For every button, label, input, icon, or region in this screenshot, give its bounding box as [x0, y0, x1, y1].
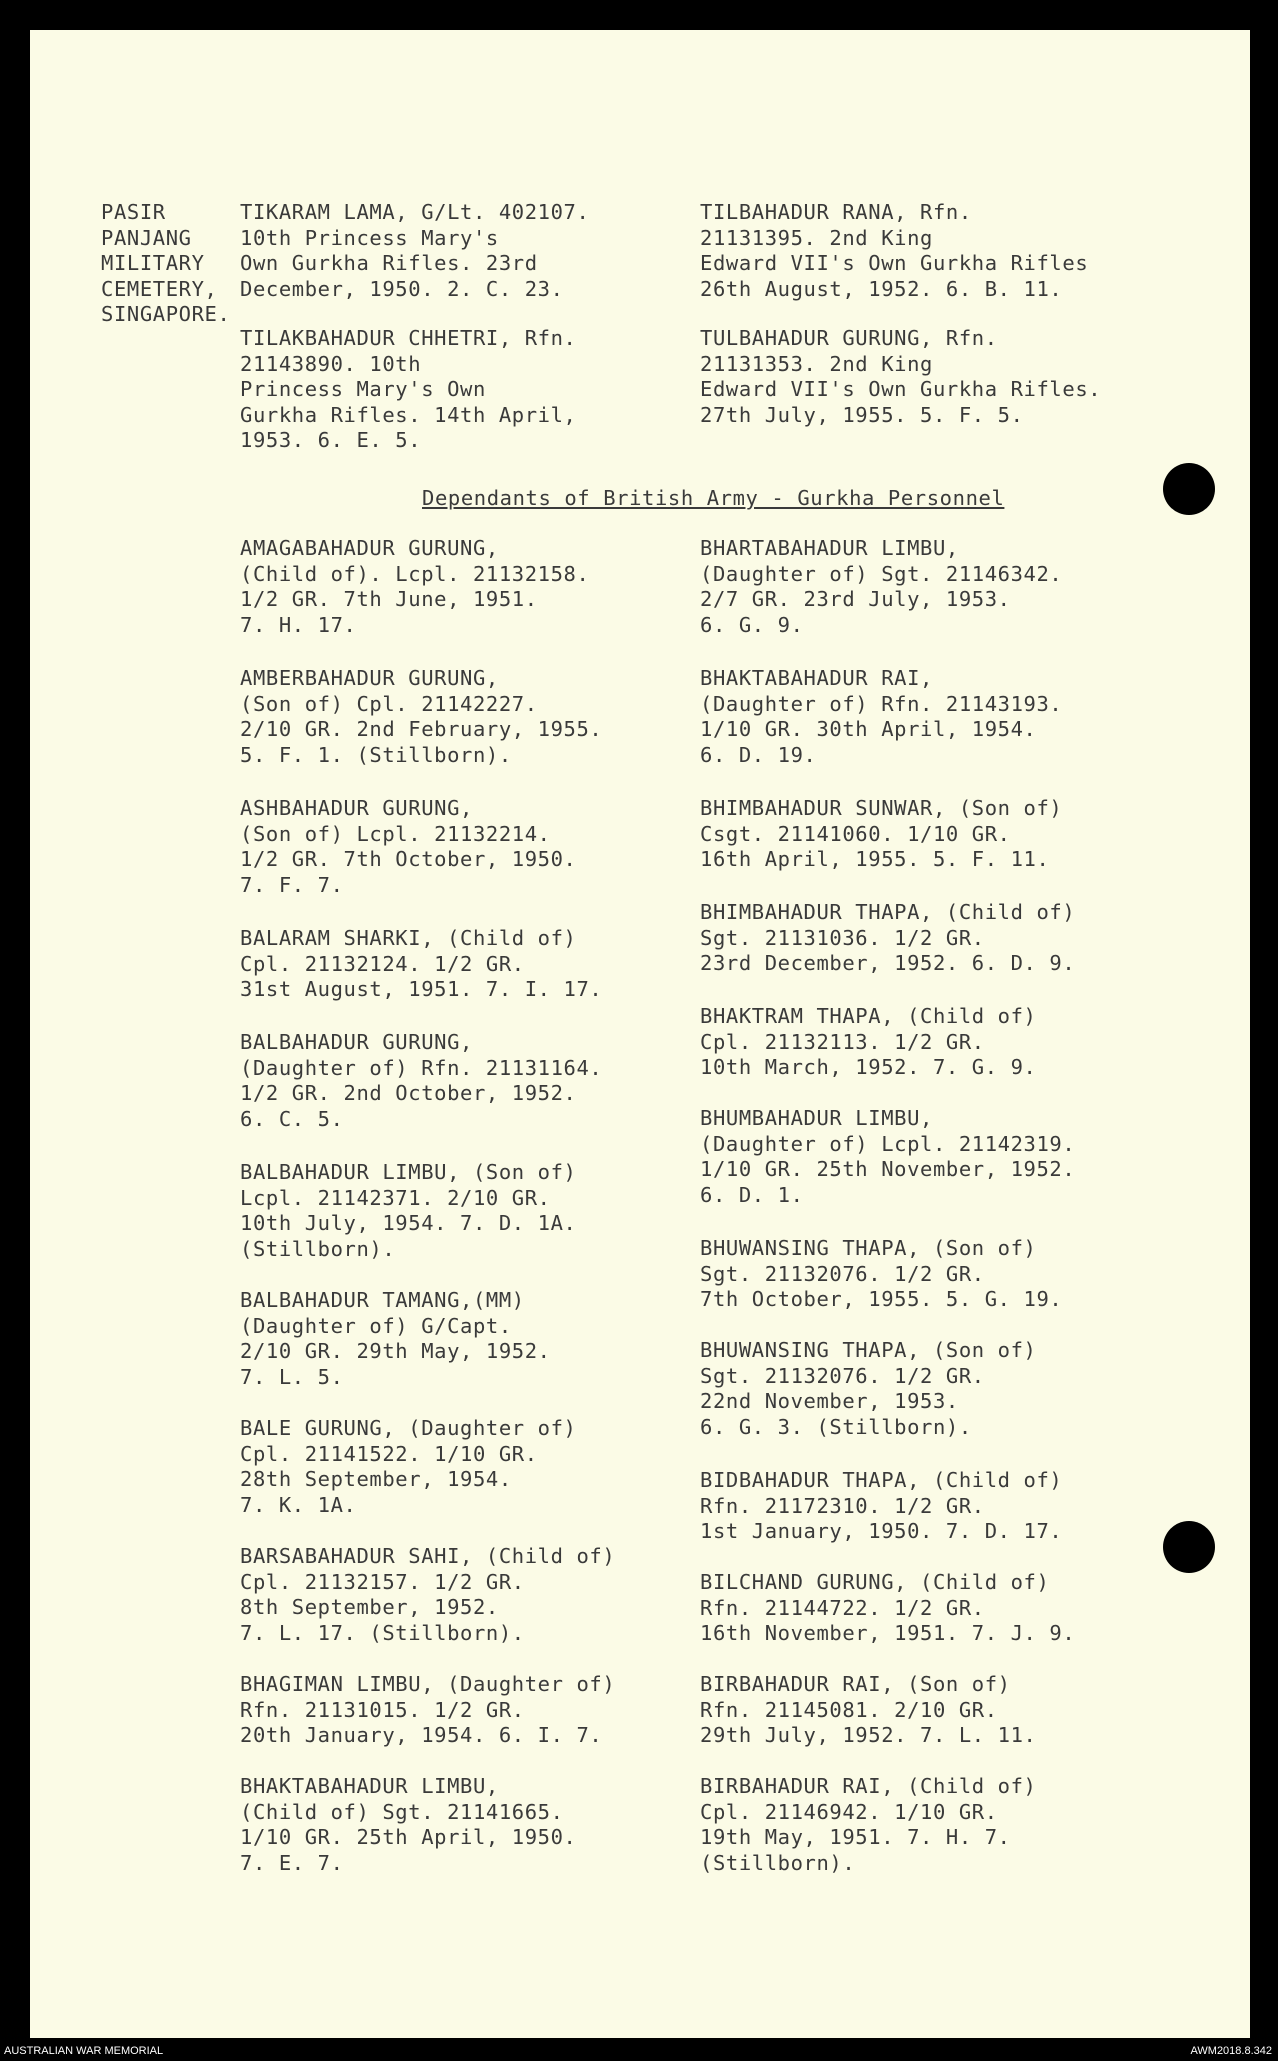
entry-line: (Son of) Cpl. 21142227.: [240, 691, 538, 716]
entry-line: Gurkha Rifles. 14th April,: [240, 402, 577, 427]
burial-entry: [700, 1774, 1037, 1876]
burial-entry: [700, 1338, 1037, 1440]
entry-line: 1/2 GR. 2nd October, 1952.: [240, 1081, 577, 1106]
entry-line: 20th January, 1954. 6. I. 7.: [240, 1723, 603, 1748]
burial-entry: [700, 666, 1062, 768]
burial-entry: [700, 200, 1088, 302]
entry-line: 1/2 GR. 7th June, 1951.: [240, 587, 538, 612]
entry-line: BHAGIMAN LIMBU, (Daughter of): [240, 1672, 616, 1696]
entry-line: (Daughter of) Sgt. 21146342.: [700, 561, 1063, 586]
entry-line: December, 1950. 2. C. 23.: [240, 276, 564, 301]
entry-line: PASIR: [101, 200, 166, 224]
entry-line: TILBAHADUR RANA, Rfn.: [700, 200, 972, 224]
entry-line: 2/7 GR. 23rd July, 1953.: [700, 587, 1011, 612]
cemetery-label: [101, 200, 230, 328]
entry-line: 10th July, 1954. 7. D. 1A.: [240, 1211, 577, 1236]
burial-entry: [700, 1672, 1037, 1749]
entry-line: 8th September, 1952.: [240, 1595, 499, 1620]
entry-line: BHAKTRAM THAPA, (Child of): [700, 1004, 1037, 1028]
entry-line: 1/10 GR. 25th November, 1952.: [700, 1157, 1076, 1182]
entry-line: (Daughter of) Lcpl. 21142319.: [700, 1131, 1076, 1156]
entry-line: 1/10 GR. 30th April, 1954.: [700, 717, 1037, 742]
entry-line: BHARTABAHADUR LIMBU,: [700, 536, 959, 560]
entry-line: 5. F. 1. (Stillborn).: [240, 742, 512, 767]
entry-line: (Child of) Sgt. 21141665.: [240, 1799, 564, 1824]
entry-line: 23rd December, 1952. 6. D. 9.: [700, 951, 1076, 976]
entry-line: 29th July, 1952. 7. L. 11.: [700, 1723, 1037, 1748]
entry-line: BHIMBAHADUR THAPA, (Child of): [700, 900, 1076, 924]
entry-line: (Daughter of) Rfn. 21131164.: [240, 1055, 603, 1080]
entry-line: BALE GURUNG, (Daughter of): [240, 1416, 577, 1440]
entry-line: 2/10 GR. 29th May, 1952.: [240, 1339, 551, 1364]
entry-line: BHUWANSING THAPA, (Son of): [700, 1338, 1037, 1362]
punch-hole-top: [1163, 463, 1215, 515]
entry-line: 16th April, 1955. 5. F. 11.: [700, 847, 1050, 872]
entry-line: BARSABAHADUR SAHI, (Child of): [240, 1544, 616, 1568]
entry-line: 21131353. 2nd King: [700, 351, 933, 376]
burial-entry: [240, 926, 602, 1003]
entry-line: Rfn. 21172310. 1/2 GR.: [700, 1493, 985, 1518]
entry-line: Rfn. 21145081. 2/10 GR.: [700, 1697, 998, 1722]
burial-entry: [240, 1288, 551, 1390]
burial-entry: [240, 1544, 615, 1646]
entry-line: BALBAHADUR TAMANG,(MM): [240, 1288, 525, 1312]
burial-entry: [240, 1160, 577, 1262]
entry-line: 26th August, 1952. 6. B. 11.: [700, 276, 1063, 301]
entry-line: 16th November, 1951. 7. J. 9.: [700, 1621, 1076, 1646]
entry-line: 1/10 GR. 25th April, 1950.: [240, 1825, 577, 1850]
entry-line: 10th March, 1952. 7. G. 9.: [700, 1055, 1037, 1080]
entry-line: 6. G. 9.: [700, 612, 804, 637]
burial-entry: [240, 326, 577, 454]
burial-entry: [700, 1004, 1037, 1081]
entry-line: Csgt. 21141060. 1/10 GR.: [700, 821, 1011, 846]
entry-line: BIDBAHADUR THAPA, (Child of): [700, 1468, 1063, 1492]
entry-line: TIKARAM LAMA, G/Lt. 402107.: [240, 200, 590, 224]
entry-line: BHUMBAHADUR LIMBU,: [700, 1106, 933, 1130]
burial-entry: [700, 1236, 1062, 1313]
entry-line: Edward VII's Own Gurkha Rifles: [700, 251, 1089, 276]
entry-line: 2/10 GR. 2nd February, 1955.: [240, 717, 603, 742]
burial-entry: [700, 536, 1062, 638]
entry-line: Sgt. 21132076. 1/2 GR.: [700, 1363, 985, 1388]
burial-entry: [700, 1106, 1075, 1208]
entry-line: (Daughter of) Rfn. 21143193.: [700, 691, 1063, 716]
burial-entry: [240, 200, 589, 302]
entry-line: BHIMBAHADUR SUNWAR, (Son of): [700, 796, 1063, 820]
section-heading: Dependants of British Army - Gurkha Personnel: [422, 486, 1005, 510]
entry-line: BIRBAHADUR RAI, (Son of): [700, 1672, 1011, 1696]
entry-line: Edward VII's Own Gurkha Rifles.: [700, 377, 1102, 402]
burial-entry: [700, 1468, 1062, 1545]
entry-line: Rfn. 21144722. 1/2 GR.: [700, 1595, 985, 1620]
entry-line: Cpl. 21132113. 1/2 GR.: [700, 1029, 985, 1054]
entry-line: TILAKBAHADUR CHHETRI, Rfn.: [240, 326, 577, 350]
entry-line: BHAKTABAHADUR RAI,: [700, 666, 933, 690]
entry-line: Cpl. 21132157. 1/2 GR.: [240, 1569, 525, 1594]
burial-entry: [700, 796, 1062, 873]
entry-line: Lcpl. 21142371. 2/10 GR.: [240, 1185, 551, 1210]
entry-line: BIRBAHADUR RAI, (Child of): [700, 1774, 1037, 1798]
entry-line: BHUWANSING THAPA, (Son of): [700, 1236, 1037, 1260]
entry-line: Cpl. 21146942. 1/10 GR.: [700, 1799, 998, 1824]
entry-line: 6. G. 3. (Stillborn).: [700, 1414, 972, 1439]
burial-entry: [240, 796, 577, 898]
burial-entry: [700, 1570, 1075, 1647]
burial-entry: [240, 1030, 602, 1132]
entry-line: 6. D. 19.: [700, 742, 817, 767]
entry-line: TULBAHADUR GURUNG, Rfn.: [700, 326, 998, 350]
entry-line: BALARAM SHARKI, (Child of): [240, 926, 577, 950]
entry-line: Sgt. 21132076. 1/2 GR.: [700, 1261, 985, 1286]
document-page: [30, 30, 1250, 2038]
archive-footer: [0, 2041, 1278, 2061]
entry-line: BILCHAND GURUNG, (Child of): [700, 1570, 1050, 1594]
entry-line: Sgt. 21131036. 1/2 GR.: [700, 925, 985, 950]
entry-line: 27th July, 1955. 5. F. 5.: [700, 402, 1024, 427]
entry-line: 7. E. 7.: [240, 1850, 344, 1875]
entry-line: AMBERBAHADUR GURUNG,: [240, 666, 499, 690]
entry-line: CEMETERY,: [101, 276, 218, 301]
entry-line: Own Gurkha Rifles. 23rd: [240, 251, 538, 276]
entry-line: 28th September, 1954.: [240, 1467, 512, 1492]
burial-entry: [240, 536, 589, 638]
burial-entry: [240, 1774, 577, 1876]
entry-line: 19th May, 1951. 7. H. 7.: [700, 1825, 1011, 1850]
entry-line: 6. D. 1.: [700, 1182, 804, 1207]
entry-line: (Child of). Lcpl. 21132158.: [240, 561, 590, 586]
entry-line: 31st August, 1951. 7. I. 17.: [240, 977, 603, 1002]
burial-entry: [240, 1672, 615, 1749]
entry-line: Cpl. 21141522. 1/10 GR.: [240, 1441, 538, 1466]
entry-line: 7. L. 17. (Stillborn).: [240, 1620, 525, 1645]
entry-line: 1953. 6. E. 5.: [240, 428, 422, 453]
footer-source: AUSTRALIAN WAR MEMORIAL: [4, 2045, 164, 2057]
entry-line: 22nd November, 1953.: [700, 1389, 959, 1414]
entry-line: BALBAHADUR LIMBU, (Son of): [240, 1160, 577, 1184]
burial-entry: [700, 326, 1101, 428]
entry-line: Rfn. 21131015. 1/2 GR.: [240, 1697, 525, 1722]
entry-line: 7. F. 7.: [240, 872, 344, 897]
punch-hole-bottom: [1163, 1521, 1215, 1573]
burial-entry: [240, 1416, 577, 1518]
entry-line: 7th October, 1955. 5. G. 19.: [700, 1287, 1063, 1312]
entry-line: 1/2 GR. 7th October, 1950.: [240, 847, 577, 872]
entry-line: 21143890. 10th: [240, 351, 422, 376]
burial-entry: [700, 900, 1075, 977]
entry-line: BHAKTABAHADUR LIMBU,: [240, 1774, 499, 1798]
entry-line: 7. H. 17.: [240, 612, 357, 637]
entry-line: ASHBAHADUR GURUNG,: [240, 796, 473, 820]
entry-line: (Son of) Lcpl. 21132214.: [240, 821, 551, 846]
burial-entry: [240, 666, 602, 768]
entry-line: (Stillborn).: [240, 1236, 396, 1261]
entry-line: Cpl. 21132124. 1/2 GR.: [240, 951, 525, 976]
entry-line: 10th Princess Mary's: [240, 225, 499, 250]
entry-line: MILITARY: [101, 251, 205, 276]
entry-line: 21131395. 2nd King: [700, 225, 933, 250]
entry-line: 7. L. 5.: [240, 1364, 344, 1389]
entry-line: (Stillborn).: [700, 1850, 856, 1875]
entry-line: SINGAPORE.: [101, 302, 231, 327]
entry-line: 6. C. 5.: [240, 1106, 344, 1131]
entry-line: (Daughter of) G/Capt.: [240, 1313, 512, 1338]
entry-line: Princess Mary's Own: [240, 377, 486, 402]
entry-line: PANJANG: [101, 225, 192, 250]
footer-reference: AWM2018.8.342: [1190, 2045, 1272, 2057]
entry-line: BALBAHADUR GURUNG,: [240, 1030, 473, 1054]
entry-line: 7. K. 1A.: [240, 1492, 357, 1517]
entry-line: AMAGABAHADUR GURUNG,: [240, 536, 499, 560]
entry-line: 1st January, 1950. 7. D. 17.: [700, 1519, 1063, 1544]
